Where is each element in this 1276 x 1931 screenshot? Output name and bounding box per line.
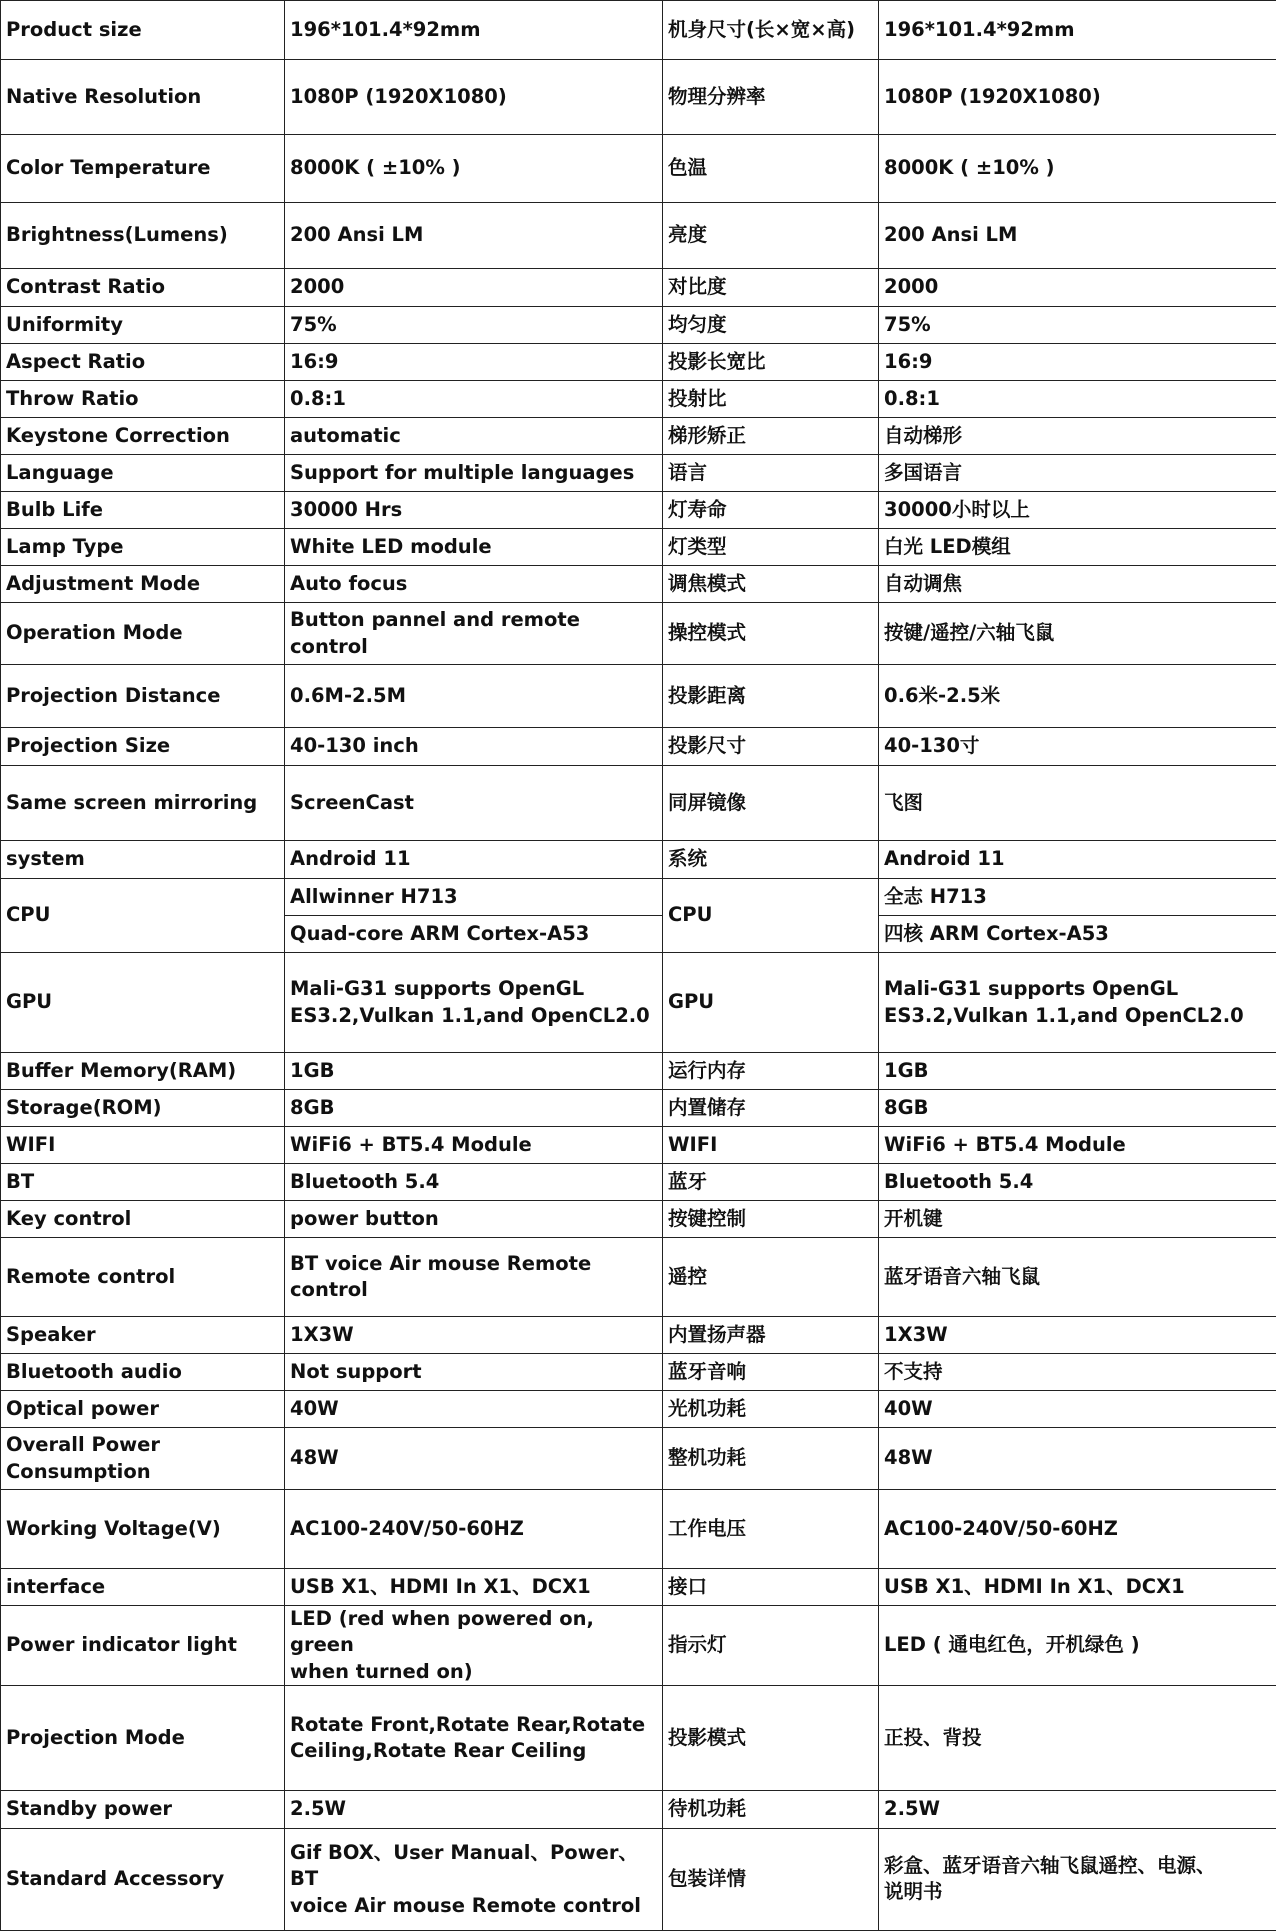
- table-row-cpu: [1, 879, 1276, 916]
- en-value-cell: 1GB: [285, 1053, 663, 1090]
- en-label-cell: BT: [1, 1164, 285, 1201]
- en-label-cell: Remote control: [1, 1238, 285, 1317]
- table-row: [1, 1569, 1276, 1606]
- table-row: [1, 492, 1276, 529]
- cn-value-cell: Bluetooth 5.4: [879, 1164, 1276, 1201]
- table-row: [1, 1606, 1276, 1686]
- en-label-cell: Standard Accessory: [1, 1828, 285, 1930]
- table-row: [1, 1127, 1276, 1164]
- table-row: [1, 1238, 1276, 1317]
- table-row: [1, 60, 1276, 135]
- en-value-cell: AC100-240V/50-60HZ: [285, 1490, 663, 1569]
- cn-label-cell: 待机功耗: [663, 1790, 879, 1828]
- cn-label-cell: 灯类型: [663, 529, 879, 566]
- cn-label-cell: 均匀度: [663, 307, 879, 344]
- cn-label-cell: 内置储存: [663, 1090, 879, 1127]
- cn-label-cell: 物理分辨率: [663, 60, 879, 135]
- en-label-cell: Bluetooth audio: [1, 1354, 285, 1391]
- cn-value-cell: 1X3W: [879, 1317, 1276, 1354]
- cn-value-cell: 飞图: [879, 766, 1276, 841]
- cn-label-cell: 投影长宽比: [663, 344, 879, 381]
- cn-label-cell: 操控模式: [663, 603, 879, 665]
- cn-value-cell: 彩盒、蓝牙语音六轴飞鼠遥控、电源、 说明书: [879, 1828, 1276, 1930]
- cn-value-cell: LED ( 通电红色，开机绿色 ): [879, 1606, 1276, 1686]
- table-row: [1, 135, 1276, 203]
- cn-label-cell: 包装详情: [663, 1828, 879, 1930]
- en-value-cell: Not support: [285, 1354, 663, 1391]
- en-value-cell: 196*101.4*92mm: [285, 1, 663, 60]
- cn-value-cell: 1GB: [879, 1053, 1276, 1090]
- en-value-cell: BT voice Air mouse Remote control: [285, 1238, 663, 1317]
- en-value-cell: 8000K ( ±10% ): [285, 135, 663, 203]
- en-label-cell: Key control: [1, 1201, 285, 1238]
- cn-value-cell: 75%: [879, 307, 1276, 344]
- en-label-cell: GPU: [1, 953, 285, 1053]
- cn-value-cell: 0.8:1: [879, 381, 1276, 418]
- cn-label-cell: 内置扬声器: [663, 1317, 879, 1354]
- table-row: [1, 1354, 1276, 1391]
- en-label-cell: Color Temperature: [1, 135, 285, 203]
- en-label-cell: Product size: [1, 1, 285, 60]
- cn-value-cell: USB X1、HDMI In X1、DCX1: [879, 1569, 1276, 1606]
- cn-value-cell: 全志 H713: [879, 879, 1276, 916]
- table-row: [1, 307, 1276, 344]
- table-row: [1, 841, 1276, 879]
- en-value-cell: Bluetooth 5.4: [285, 1164, 663, 1201]
- cn-label-cell: 工作电压: [663, 1490, 879, 1569]
- en-label-cell: Native Resolution: [1, 60, 285, 135]
- en-value-cell: Rotate Front,Rotate Rear,Rotate Ceiling,Rotate Rear Ceiling: [285, 1685, 663, 1790]
- table-row: [1, 566, 1276, 603]
- table-row: [1, 665, 1276, 728]
- en-label-cell: WIFI: [1, 1127, 285, 1164]
- cn-value-cell: 多国语言: [879, 455, 1276, 492]
- en-value-cell: Mali-G31 supports OpenGL ES3.2,Vulkan 1.1,and OpenCL2.0: [285, 953, 663, 1053]
- cn-value-cell: WiFi6 + BT5.4 Module: [879, 1127, 1276, 1164]
- cn-value-cell: 自动梯形: [879, 418, 1276, 455]
- cn-label-cell: 遥控: [663, 1238, 879, 1317]
- cn-label-cell: 指示灯: [663, 1606, 879, 1686]
- cn-label-cell: 接口: [663, 1569, 879, 1606]
- en-label-cell: Working Voltage(V): [1, 1490, 285, 1569]
- table-row: [1, 766, 1276, 841]
- cn-value-cell: 蓝牙语音六轴飞鼠: [879, 1238, 1276, 1317]
- en-value-cell: 16:9: [285, 344, 663, 381]
- cn-value-cell: 8GB: [879, 1090, 1276, 1127]
- table-row: [1, 418, 1276, 455]
- en-value-cell: ScreenCast: [285, 766, 663, 841]
- cn-label-cell: 整机功耗: [663, 1428, 879, 1490]
- en-value-cell: 1080P (1920X1080): [285, 60, 663, 135]
- table-row: [1, 529, 1276, 566]
- en-value-cell: 1X3W: [285, 1317, 663, 1354]
- en-value-cell: 200 Ansi LM: [285, 203, 663, 269]
- cn-value-cell: 40-130寸: [879, 728, 1276, 766]
- en-value-cell: Support for multiple languages: [285, 455, 663, 492]
- table-row: [1, 603, 1276, 665]
- table-row: [1, 1828, 1276, 1930]
- cn-label-cell: CPU: [663, 879, 879, 953]
- cn-label-cell: 调焦模式: [663, 566, 879, 603]
- en-value-cell: 2.5W: [285, 1790, 663, 1828]
- table-row: [1, 1164, 1276, 1201]
- en-value-cell: 40-130 inch: [285, 728, 663, 766]
- cn-label-cell: 按键控制: [663, 1201, 879, 1238]
- en-label-cell: Throw Ratio: [1, 381, 285, 418]
- cn-label-cell: 语言: [663, 455, 879, 492]
- cn-label-cell: 同屏镜像: [663, 766, 879, 841]
- en-label-cell: Contrast Ratio: [1, 269, 285, 307]
- en-label-cell: Lamp Type: [1, 529, 285, 566]
- en-label-cell: interface: [1, 1569, 285, 1606]
- cn-value-cell: 40W: [879, 1391, 1276, 1428]
- en-value-cell: LED (red when powered on, green when turned on): [285, 1606, 663, 1686]
- en-label-cell: Aspect Ratio: [1, 344, 285, 381]
- en-label-cell: Power indicator light: [1, 1606, 285, 1686]
- cn-value-cell: 16:9: [879, 344, 1276, 381]
- cn-label-cell: 亮度: [663, 203, 879, 269]
- cn-label-cell: 运行内存: [663, 1053, 879, 1090]
- en-label-cell: Bulb Life: [1, 492, 285, 529]
- cn-label-cell: 投影距离: [663, 665, 879, 728]
- table-row: [1, 1790, 1276, 1828]
- table-row: [1, 455, 1276, 492]
- en-value-cell: White LED module: [285, 529, 663, 566]
- en-value-cell: 0.6M-2.5M: [285, 665, 663, 728]
- en-label-cell: Optical power: [1, 1391, 285, 1428]
- en-label-cell: Brightness(Lumens): [1, 203, 285, 269]
- cn-value-cell: 按键/遥控/六轴飞鼠: [879, 603, 1276, 665]
- en-label-cell: Keystone Correction: [1, 418, 285, 455]
- cn-value-cell: 四核 ARM Cortex-A53: [879, 916, 1276, 953]
- table-row: [1, 1317, 1276, 1354]
- cn-label-cell: 灯寿命: [663, 492, 879, 529]
- table-row: [1, 1490, 1276, 1569]
- cn-label-cell: 投影尺寸: [663, 728, 879, 766]
- cn-label-cell: 蓝牙: [663, 1164, 879, 1201]
- en-label-cell: Operation Mode: [1, 603, 285, 665]
- table-row: [1, 728, 1276, 766]
- en-value-cell: 0.8:1: [285, 381, 663, 418]
- cn-label-cell: 光机功耗: [663, 1391, 879, 1428]
- cn-value-cell: 不支持: [879, 1354, 1276, 1391]
- en-value-cell: 75%: [285, 307, 663, 344]
- table-row: [1, 269, 1276, 307]
- en-value-cell: 8GB: [285, 1090, 663, 1127]
- cn-label-cell: WIFI: [663, 1127, 879, 1164]
- cn-value-cell: 8000K ( ±10% ): [879, 135, 1276, 203]
- cn-label-cell: 蓝牙音响: [663, 1354, 879, 1391]
- cn-value-cell: 30000小时以上: [879, 492, 1276, 529]
- en-value-cell: 2000: [285, 269, 663, 307]
- en-label-cell: Uniformity: [1, 307, 285, 344]
- en-label-cell: Projection Size: [1, 728, 285, 766]
- cn-label-cell: 梯形矫正: [663, 418, 879, 455]
- en-label-cell: Projection Distance: [1, 665, 285, 728]
- en-value-cell: Quad-core ARM Cortex-A53: [285, 916, 663, 953]
- table-row: [1, 1685, 1276, 1790]
- cn-value-cell: Android 11: [879, 841, 1276, 879]
- en-label-cell: Speaker: [1, 1317, 285, 1354]
- en-value-cell: Auto focus: [285, 566, 663, 603]
- en-label-cell: Language: [1, 455, 285, 492]
- table-row: [1, 1090, 1276, 1127]
- en-value-cell: Android 11: [285, 841, 663, 879]
- cn-value-cell: 1080P (1920X1080): [879, 60, 1276, 135]
- table-row: [1, 381, 1276, 418]
- table-row: [1, 953, 1276, 1053]
- en-value-cell: 40W: [285, 1391, 663, 1428]
- cn-label-cell: 色温: [663, 135, 879, 203]
- cn-value-cell: 196*101.4*92mm: [879, 1, 1276, 60]
- cn-label-cell: 机身尺寸(长×宽×高): [663, 1, 879, 60]
- en-label-cell: Buffer Memory(RAM): [1, 1053, 285, 1090]
- en-label-cell: Storage(ROM): [1, 1090, 285, 1127]
- cn-label-cell: 投影模式: [663, 1685, 879, 1790]
- cn-value-cell: Mali-G31 supports OpenGL ES3.2,Vulkan 1.1,and OpenCL2.0: [879, 953, 1276, 1053]
- en-value-cell: 30000 Hrs: [285, 492, 663, 529]
- en-value-cell: Gif BOX、User Manual、Power、BT voice Air mouse Remote control: [285, 1828, 663, 1930]
- cn-label-cell: 系统: [663, 841, 879, 879]
- table-row: [1, 344, 1276, 381]
- en-label-cell: Same screen mirroring: [1, 766, 285, 841]
- table-row: [1, 1201, 1276, 1238]
- en-value-cell: 48W: [285, 1428, 663, 1490]
- en-label-cell: system: [1, 841, 285, 879]
- cn-label-cell: GPU: [663, 953, 879, 1053]
- table-row: [1, 203, 1276, 269]
- cn-value-cell: 开机键: [879, 1201, 1276, 1238]
- cn-value-cell: 正投、背投: [879, 1685, 1276, 1790]
- cn-value-cell: 48W: [879, 1428, 1276, 1490]
- table-row: [1, 1, 1276, 60]
- cn-value-cell: 0.6米-2.5米: [879, 665, 1276, 728]
- en-value-cell: automatic: [285, 418, 663, 455]
- cn-value-cell: 2000: [879, 269, 1276, 307]
- en-value-cell: Button pannel and remote control: [285, 603, 663, 665]
- en-value-cell: Allwinner H713: [285, 879, 663, 916]
- cn-label-cell: 投射比: [663, 381, 879, 418]
- table-row: [1, 1053, 1276, 1090]
- en-label-cell: Overall Power Consumption: [1, 1428, 285, 1490]
- cn-value-cell: 200 Ansi LM: [879, 203, 1276, 269]
- en-value-cell: USB X1、HDMI In X1、DCX1: [285, 1569, 663, 1606]
- en-value-cell: power button: [285, 1201, 663, 1238]
- en-label-cell: Standby power: [1, 1790, 285, 1828]
- cn-label-cell: 对比度: [663, 269, 879, 307]
- cn-value-cell: 自动调焦: [879, 566, 1276, 603]
- table-row: [1, 1428, 1276, 1490]
- cn-value-cell: AC100-240V/50-60HZ: [879, 1490, 1276, 1569]
- spec-table-body: [1, 1, 1276, 1931]
- en-value-cell: WiFi6 + BT5.4 Module: [285, 1127, 663, 1164]
- en-label-cell: Projection Mode: [1, 1685, 285, 1790]
- en-label-cell: Adjustment Mode: [1, 566, 285, 603]
- table-row: [1, 1391, 1276, 1428]
- cn-value-cell: 2.5W: [879, 1790, 1276, 1828]
- en-label-cell: CPU: [1, 879, 285, 953]
- cn-value-cell: 白光 LED模组: [879, 529, 1276, 566]
